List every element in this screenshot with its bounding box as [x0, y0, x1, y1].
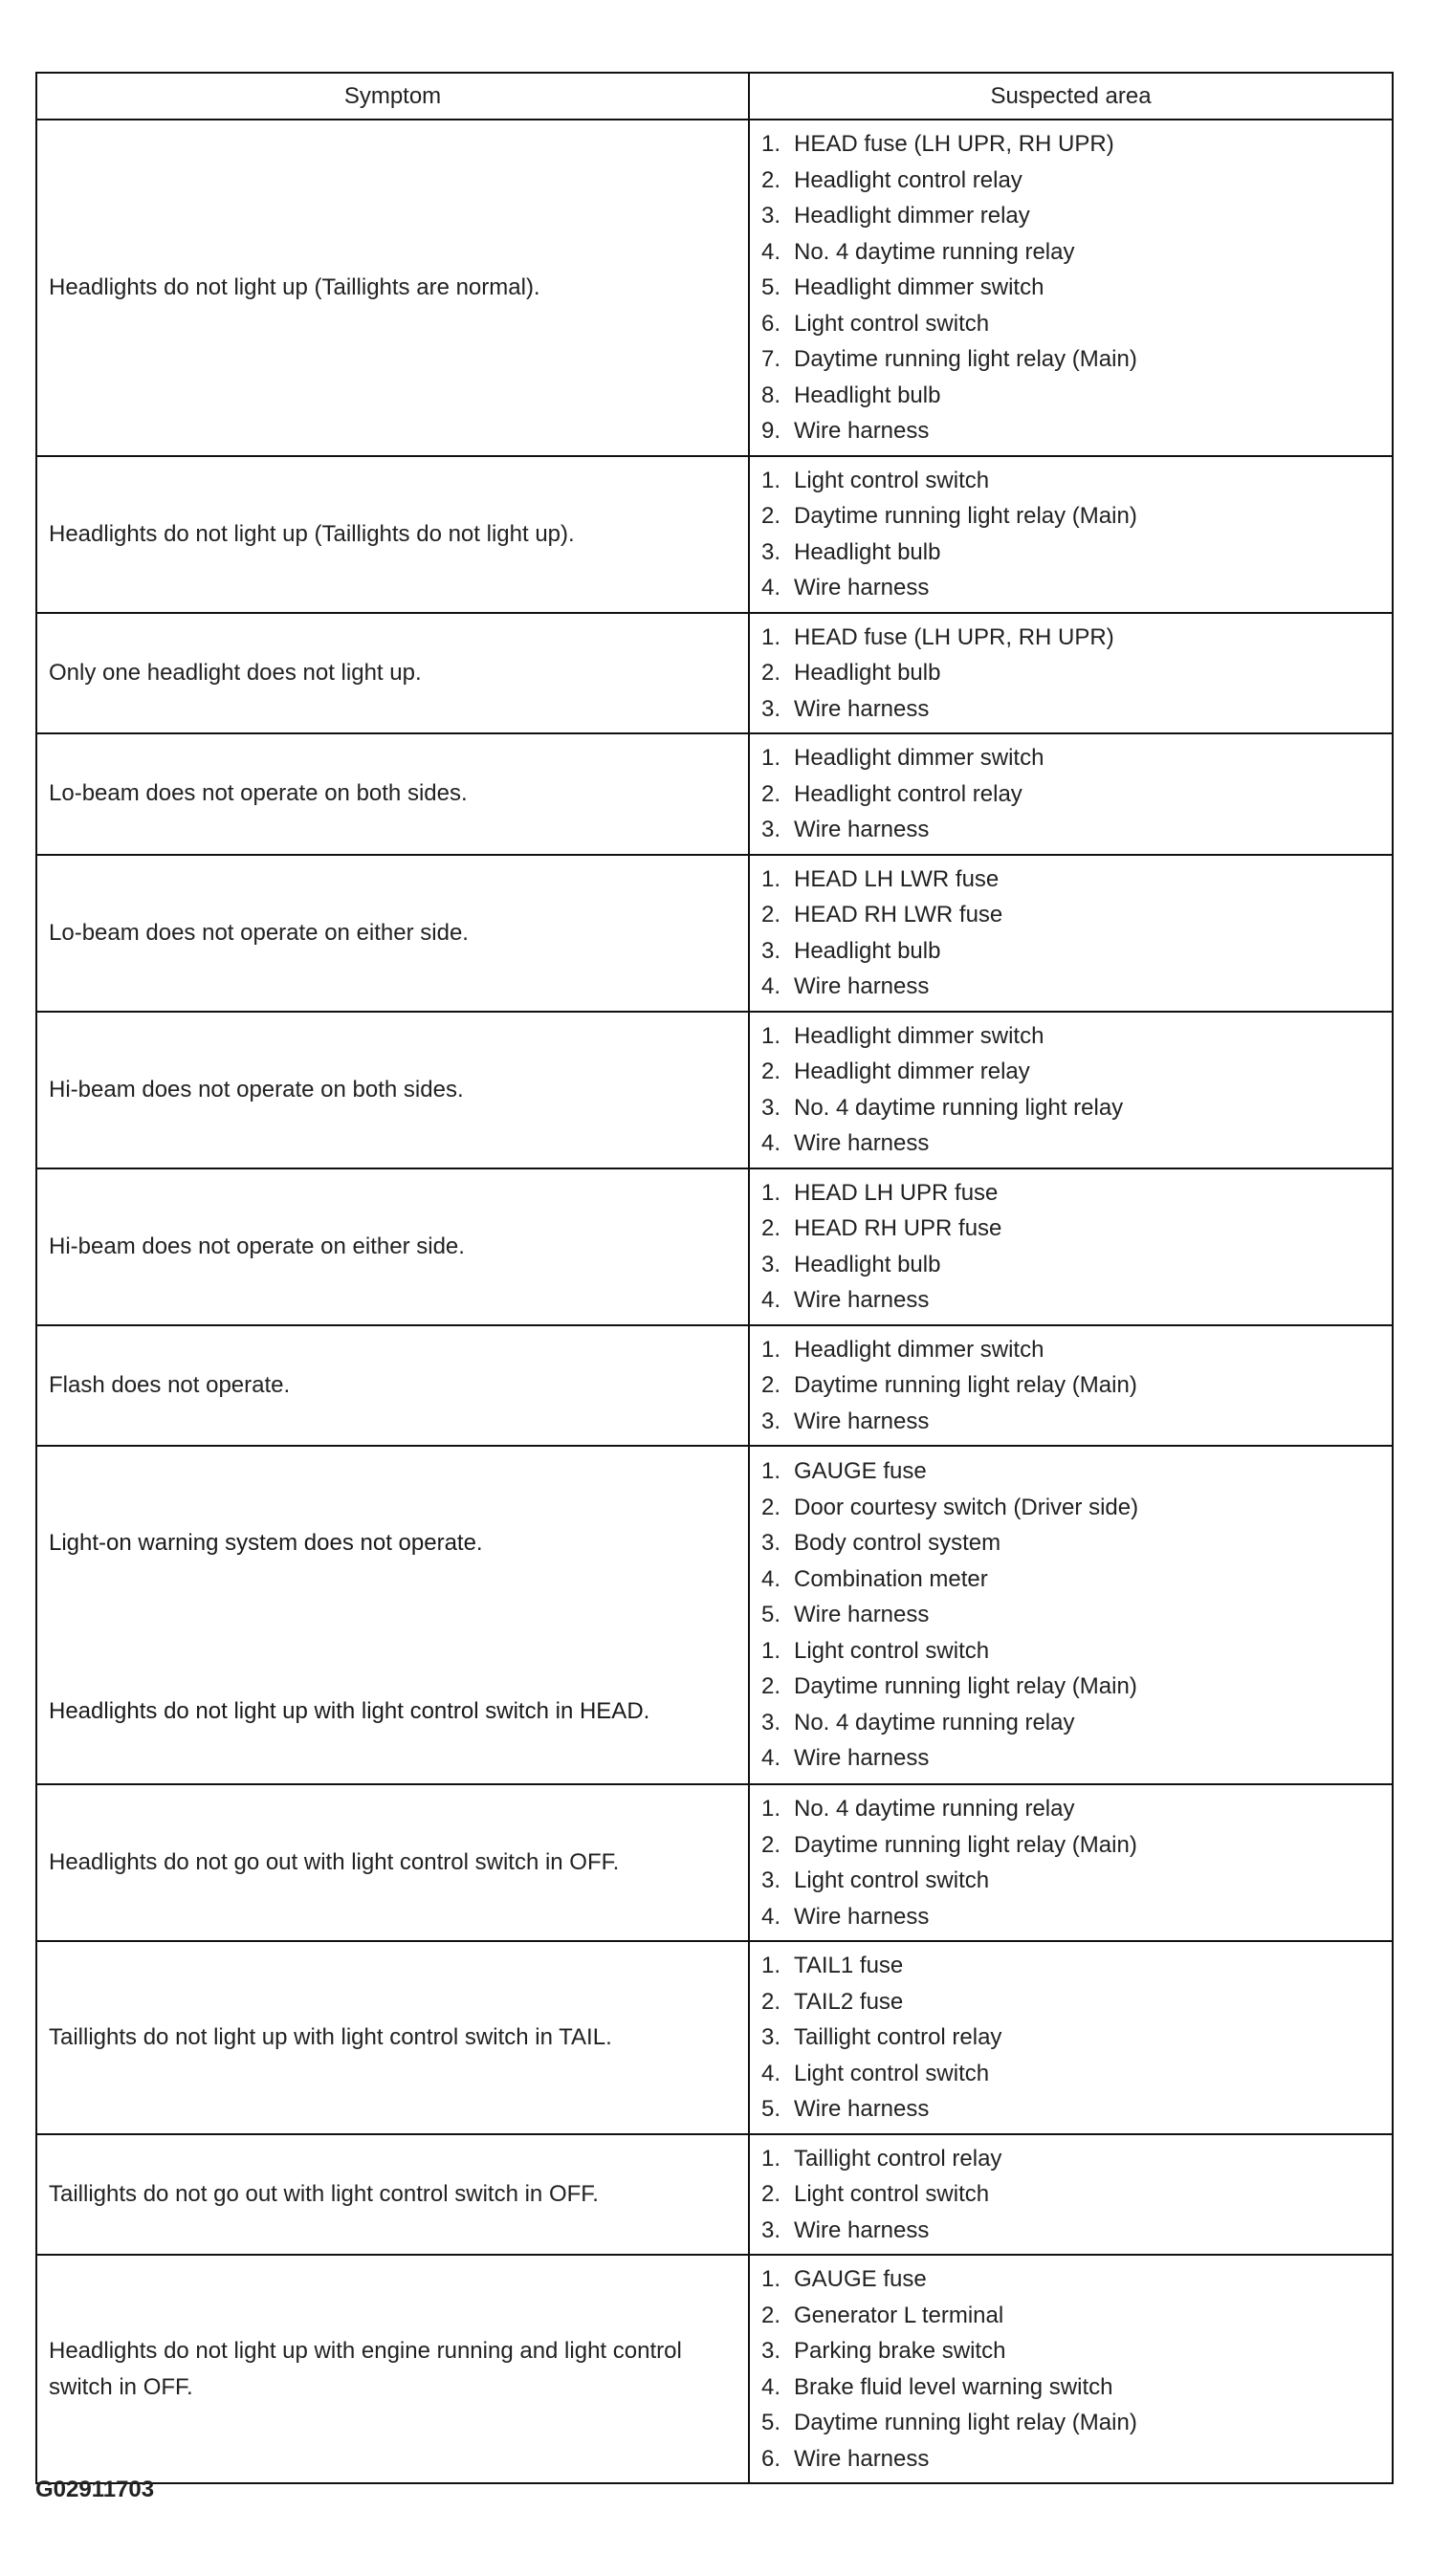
item-number: 9. [761, 418, 781, 444]
suspected-area-item [761, 2261, 1392, 2298]
item-number: 4. [761, 1287, 781, 1313]
suspected-area-item [761, 1669, 1392, 1705]
item-number: 1. [761, 745, 781, 771]
suspected-area-item [761, 1018, 1392, 1055]
table-row [36, 733, 1393, 855]
item-number: 5. [761, 1602, 781, 1628]
suspected-area-item [761, 535, 1392, 571]
item-number: 2. [761, 166, 781, 193]
item-text: Headlight control relay [794, 166, 1022, 193]
suspected-area-item [761, 655, 1392, 691]
item-number: 1. [761, 1022, 781, 1049]
item-number: 1. [761, 1179, 781, 1206]
symptom-label: Headlights do not light up with light control switch in HEAD. [49, 1698, 650, 1724]
suspected-area-item [761, 198, 1392, 234]
item-number: 3. [761, 1867, 781, 1893]
suspected-area-item [761, 1490, 1392, 1526]
item-text: Headlight dimmer relay [794, 1059, 1030, 1084]
suspected-area-item [761, 933, 1392, 970]
item-number: 5. [761, 2096, 781, 2122]
troubleshooting-table [35, 72, 1394, 2484]
item-text: Wire harness [794, 2445, 930, 2472]
item-text: HEAD RH UPR fuse [794, 1215, 1002, 1241]
item-text: Headlight dimmer switch [794, 1022, 1044, 1049]
table-row [36, 1325, 1393, 1447]
item-number: 1. [761, 1458, 781, 1485]
item-text: Taillight control relay [794, 2145, 1002, 2172]
suspected-area-item [761, 1211, 1392, 1247]
suspected-area-item [761, 341, 1392, 378]
symptom-cell [36, 1784, 749, 1941]
suspected-area-cell [749, 1325, 1393, 1447]
item-number: 2. [761, 1831, 781, 1858]
table-row [36, 1168, 1393, 1325]
item-number: 6. [761, 310, 781, 337]
table-row [36, 1784, 1393, 1941]
table-row [36, 2255, 1393, 2483]
suspected-area-cell [749, 733, 1393, 855]
item-text: Brake fluid level warning switch [794, 2373, 1113, 2400]
suspected-area-item [761, 1705, 1392, 1741]
item-number: 2. [761, 902, 781, 928]
item-number: 1. [761, 2145, 781, 2172]
suspected-area-list [750, 1948, 1392, 2128]
item-text: No. 4 daytime running relay [794, 1709, 1075, 1736]
suspected-area-cell [749, 120, 1393, 456]
item-number: 4. [761, 1130, 781, 1156]
item-text: Daytime running light relay (Main) [794, 1372, 1137, 1398]
symptom-text: Headlights do not light up (Taillights do not light up). [49, 520, 575, 547]
suspected-area-item [761, 1948, 1392, 1984]
suspected-area-list [750, 2261, 1392, 2477]
suspected-area-list [750, 1633, 1392, 1777]
symptom-cell [36, 733, 749, 855]
item-number: 7. [761, 346, 781, 372]
suspected-area-item [761, 1561, 1392, 1598]
item-text: No. 4 daytime running relay [794, 1796, 1075, 1822]
item-number: 4. [761, 1745, 781, 1772]
item-number: 1. [761, 467, 781, 493]
symptom-cell [36, 1325, 749, 1447]
item-number: 1. [761, 1637, 781, 1664]
item-text: Light control switch [794, 2181, 990, 2207]
item-text: Body control system [794, 1530, 1001, 1557]
item-text: Light control switch [794, 310, 990, 337]
item-number: 1. [761, 865, 781, 892]
suspected-area-item [761, 1332, 1392, 1368]
item-text: Light control switch [794, 2060, 990, 2086]
item-text: Wire harness [794, 575, 930, 600]
symptom-cell [36, 120, 749, 456]
item-number: 3. [761, 203, 781, 229]
symptom-cell [36, 855, 749, 1012]
item-text: Daytime running light relay (Main) [794, 1831, 1137, 1858]
suspected-area-item [761, 1247, 1392, 1283]
suspected-area-item [761, 1282, 1392, 1319]
item-text: Daytime running light relay (Main) [794, 503, 1137, 529]
suspected-area-item [761, 2176, 1392, 2213]
suspected-area-cell [749, 1941, 1393, 2134]
symptom-text: Lo-beam does not operate on either side. [49, 919, 469, 946]
item-text: GAUGE fuse [794, 1458, 927, 1485]
item-number: 2. [761, 2302, 781, 2328]
suspected-area-item [761, 691, 1392, 728]
item-number: 3. [761, 1408, 781, 1434]
item-text: Wire harness [794, 1130, 930, 1156]
item-text: Wire harness [794, 817, 930, 842]
suspected-area-item [761, 163, 1392, 199]
item-number: 3. [761, 1251, 781, 1277]
item-number: 8. [761, 382, 781, 408]
table-row [36, 1012, 1393, 1168]
item-number: 3. [761, 2024, 781, 2050]
suspected-area-item [761, 270, 1392, 306]
item-number: 2. [761, 660, 781, 686]
item-text: HEAD LH UPR fuse [794, 1179, 999, 1206]
item-text: HEAD LH LWR fuse [794, 865, 1000, 892]
symptom-cell [36, 2134, 749, 2256]
item-text: Light control switch [794, 1867, 990, 1893]
table-row [36, 1446, 1393, 1784]
item-text: GAUGE fuse [794, 2266, 927, 2292]
symptom-text: Flash does not operate. [49, 1371, 291, 1398]
suspected-area-list [750, 1791, 1392, 1934]
suspected-area-item [761, 812, 1392, 848]
suspected-area-item [761, 897, 1392, 933]
item-number: 4. [761, 973, 781, 999]
item-number: 1. [761, 1796, 781, 1822]
item-text: Wire harness [794, 2216, 930, 2243]
symptom-cell [36, 1012, 749, 1168]
item-text: Headlight control relay [794, 780, 1022, 807]
suspected-area-item [761, 2333, 1392, 2369]
symptom-text: Headlights do not go out with light control switch in OFF. [49, 1849, 620, 1875]
item-number: 4. [761, 2373, 781, 2400]
suspected-area-item [761, 862, 1392, 898]
item-number: 2. [761, 780, 781, 807]
suspected-area-item [761, 776, 1392, 813]
item-number: 2. [761, 2181, 781, 2207]
suspected-area-item [761, 740, 1392, 776]
item-number: 3. [761, 1530, 781, 1557]
item-text: Daytime running light relay (Main) [794, 1673, 1137, 1700]
symptom-text: Taillights do not go out with light control switch in OFF. [49, 2180, 599, 2207]
suspected-area-item [761, 1525, 1392, 1561]
suspected-area-column-header: Suspected area [749, 73, 1393, 120]
suspected-area-item [761, 570, 1392, 606]
suspected-area-item [761, 1899, 1392, 1935]
item-number: 3. [761, 2338, 781, 2364]
item-text: Wire harness [794, 1287, 930, 1313]
suspected-area-item [761, 234, 1392, 271]
suspected-area-item [761, 1633, 1392, 1670]
suspected-area-list [750, 126, 1392, 449]
item-number: 1. [761, 623, 781, 650]
suspected-area-item [761, 1404, 1392, 1440]
item-text: Wire harness [794, 2096, 930, 2122]
symptom-text: Headlights do not light up with engine running and light control switch in OFF. [49, 2337, 682, 2400]
suspected-area-item [761, 1054, 1392, 1090]
suspected-area-item [761, 1984, 1392, 2020]
item-text: Wire harness [794, 973, 930, 999]
item-text: Headlight bulb [794, 660, 941, 686]
item-number: 2. [761, 1372, 781, 1398]
suspected-area-item [761, 1367, 1392, 1404]
symptom-label: Light-on warning system does not operate. [49, 1530, 483, 1556]
item-number: 5. [761, 2410, 781, 2435]
table-row [36, 2134, 1393, 2256]
symptom-cell [36, 456, 749, 613]
symptom-text: Only one headlight does not light up. [49, 659, 422, 686]
item-text: Wire harness [794, 1903, 930, 1930]
item-number: 3. [761, 2216, 781, 2243]
suspected-area-cell [749, 1446, 1393, 1784]
item-number: 3. [761, 538, 781, 565]
item-number: 4. [761, 2060, 781, 2086]
table-row [36, 1941, 1393, 2134]
suspected-area-list [750, 463, 1392, 606]
suspected-area-item [761, 2405, 1392, 2441]
table-row [36, 456, 1393, 613]
item-text: Headlight dimmer switch [794, 1336, 1044, 1363]
item-text: Wire harness [794, 695, 930, 722]
suspected-area-item [761, 1125, 1392, 1162]
symptom-cell [36, 613, 749, 734]
item-number: 4. [761, 238, 781, 265]
item-text: Headlight bulb [794, 538, 941, 565]
item-number: 4. [761, 1565, 781, 1592]
item-number: 2. [761, 1059, 781, 1084]
item-number: 1. [761, 1336, 781, 1363]
table-body [36, 120, 1393, 2483]
item-number: 4. [761, 575, 781, 600]
item-text: Headlight bulb [794, 937, 941, 964]
item-text: Headlight bulb [794, 382, 941, 408]
item-number: 2. [761, 1215, 781, 1241]
item-number: 4. [761, 1903, 781, 1930]
suspected-area-item [761, 306, 1392, 342]
item-text: Light control switch [794, 1637, 990, 1664]
symptom-column-header: Symptom [36, 73, 749, 120]
suspected-area-item [761, 969, 1392, 1005]
suspected-area-list [750, 1018, 1392, 1162]
suspected-area-item [761, 2441, 1392, 2478]
symptom-cell [36, 1168, 749, 1325]
table-row [36, 613, 1393, 734]
symptom-text: Lo-beam does not operate on both sides. [49, 780, 468, 807]
suspected-area-cell [749, 855, 1393, 1012]
item-text: Taillight control relay [794, 2024, 1002, 2050]
suspected-area-cell [749, 613, 1393, 734]
suspected-area-item [761, 463, 1392, 499]
item-text: Headlight dimmer switch [794, 745, 1044, 771]
item-text: HEAD fuse (LH UPR, RH UPR) [794, 131, 1114, 157]
suspected-area-cell [749, 1784, 1393, 1941]
suspected-area-item [761, 1090, 1392, 1126]
suspected-area-item [761, 1740, 1392, 1777]
item-text: TAIL2 fuse [794, 1988, 904, 2015]
item-text: No. 4 daytime running relay [794, 238, 1075, 265]
item-text: Daytime running light relay (Main) [794, 346, 1137, 372]
table-header-row [36, 73, 1393, 120]
item-text: No. 4 daytime running light relay [794, 1094, 1124, 1121]
suspected-area-item [761, 378, 1392, 414]
item-text: Door courtesy switch (Driver side) [794, 1494, 1139, 1520]
suspected-area-cell [749, 1168, 1393, 1325]
suspected-area-item [761, 2056, 1392, 2092]
suspected-area-item [761, 1791, 1392, 1827]
item-number: 2. [761, 1988, 781, 2015]
item-text: HEAD RH LWR fuse [794, 902, 1003, 928]
suspected-area-item [761, 2213, 1392, 2249]
suspected-area-item [761, 2369, 1392, 2406]
symptom-text: Hi-beam does not operate on either side. [49, 1233, 465, 1259]
symptom-text: Taillights do not light up with light control switch in TAIL. [49, 2023, 612, 2050]
suspected-area-item [761, 498, 1392, 535]
item-number: 2. [761, 1673, 781, 1700]
item-text: Combination meter [794, 1565, 988, 1592]
suspected-area-cell [749, 456, 1393, 613]
symptom-cell [36, 1941, 749, 2134]
item-text: Headlight bulb [794, 1251, 941, 1277]
item-number: 2. [761, 1494, 781, 1520]
item-text: Generator L terminal [794, 2302, 1004, 2328]
suspected-area-item [761, 2019, 1392, 2056]
symptom-text [37, 1447, 748, 1640]
suspected-area-item [761, 2091, 1392, 2128]
suspected-area-list [750, 1175, 1392, 1319]
item-text: HEAD fuse (LH UPR, RH UPR) [794, 623, 1114, 650]
symptom-text: Headlights do not light up (Taillights are normal). [49, 273, 540, 300]
item-text: Wire harness [794, 1745, 930, 1772]
suspected-area-list [750, 1332, 1392, 1440]
suspected-area-cell [749, 1012, 1393, 1168]
item-text: Headlight dimmer relay [794, 203, 1030, 229]
suspected-area-cell [749, 2134, 1393, 2256]
item-text: Light control switch [794, 467, 990, 493]
item-number: 5. [761, 274, 781, 300]
table-row [36, 855, 1393, 1012]
table-row [36, 120, 1393, 456]
item-number: 1. [761, 131, 781, 157]
suspected-area-list [750, 620, 1392, 728]
symptom-text [37, 1640, 748, 1783]
suspected-area-item [761, 413, 1392, 449]
item-number: 2. [761, 503, 781, 529]
figure-code: G02911703 [35, 2477, 155, 2502]
item-number: 3. [761, 1709, 781, 1736]
suspected-area-list [750, 862, 1392, 1005]
suspected-area-item [761, 126, 1392, 163]
item-number: 3. [761, 817, 781, 842]
item-text: Daytime running light relay (Main) [794, 2410, 1137, 2435]
item-text: TAIL1 fuse [794, 1953, 904, 1978]
item-text: Wire harness [794, 418, 930, 444]
item-number: 1. [761, 2266, 781, 2292]
item-text: Wire harness [794, 1602, 930, 1628]
suspected-area-list [750, 2141, 1392, 2249]
suspected-area-item [761, 2141, 1392, 2177]
suspected-area-item [761, 2298, 1392, 2334]
suspected-area-list [750, 1453, 1392, 1633]
item-number: 3. [761, 695, 781, 722]
item-number: 6. [761, 2445, 781, 2472]
item-text: Wire harness [794, 1408, 930, 1434]
item-text: Headlight dimmer switch [794, 274, 1044, 300]
item-number: 3. [761, 937, 781, 964]
item-number: 3. [761, 1094, 781, 1121]
item-text: Parking brake switch [794, 2338, 1006, 2364]
suspected-area-cell [749, 2255, 1393, 2483]
symptom-text: Hi-beam does not operate on both sides. [49, 1076, 464, 1102]
suspected-area-list [750, 740, 1392, 848]
suspected-area-item [761, 1863, 1392, 1899]
suspected-area-item [761, 620, 1392, 656]
symptom-cell [36, 1446, 749, 1784]
item-number: 1. [761, 1953, 781, 1978]
symptom-cell [36, 2255, 749, 2483]
suspected-area-item [761, 1175, 1392, 1212]
suspected-area-item [761, 1597, 1392, 1633]
suspected-area-item [761, 1453, 1392, 1490]
suspected-area-item [761, 1827, 1392, 1864]
